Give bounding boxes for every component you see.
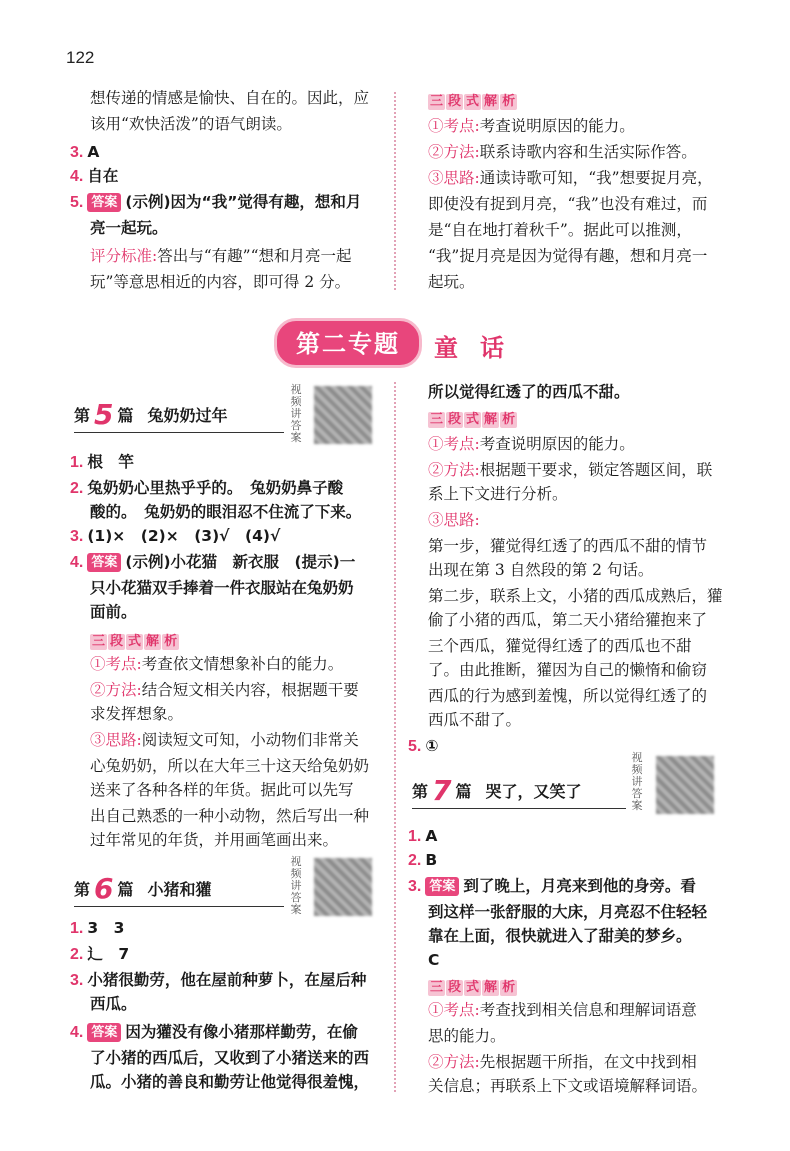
scoring-criteria: 评分标准:答出与“有趣”“想和月亮一起 (90, 247, 352, 265)
answer-5: 5. 答案 (示例)因为“我”觉得有趣，想和月 (70, 193, 362, 211)
text-line: 所以觉得红透了的西瓜不甜。 (428, 383, 630, 401)
passage-7-heading: 第 7 篇 哭了，又笑了 (412, 774, 582, 807)
analysis-thinking: ③思路: (428, 511, 480, 529)
qr-label: 视频讲答案 (631, 751, 643, 812)
answer-1: 1. 根 竿 (70, 453, 134, 471)
answer-tag: 答案 (87, 553, 121, 572)
text-line: 思的能力。 (428, 1027, 506, 1045)
answer-3: 3. 小猪很勤劳，他在屋前种萝卜，在屋后种 (70, 971, 367, 989)
analysis-point: ①考点:考查说明原因的能力。 (428, 435, 635, 453)
analysis-point: ①考点:考查依文情想象补白的能力。 (90, 655, 344, 673)
passage-5-heading: 第 5 篇 兔奶奶过年 (74, 398, 228, 431)
text-line: 心兔奶奶，所以在大年三十这天给兔奶奶 (90, 757, 370, 775)
text-line: 出现在第 3 自然段的第 2 句话。 (428, 561, 654, 579)
text-line: 该用“欢快活泼”的语气朗读。 (90, 115, 292, 133)
qr-label: 视频讲答案 (290, 383, 302, 444)
analysis-heading: 三 段 式 解 析 (430, 412, 516, 427)
text-line: 系上下文进行分析。 (428, 485, 568, 503)
column-divider-top (394, 92, 396, 290)
analysis-heading: 三 段 式 解 析 (430, 94, 516, 109)
passage-6-heading: 第 6 篇 小猪和獾 (74, 872, 212, 905)
left-column (64, 0, 386, 1151)
text-line: 出自己熟悉的一种小动物，然后写出一种 (90, 807, 370, 825)
text-line: 想传递的情感是愉快、自在的。因此，应 (90, 89, 370, 107)
text-line: 西瓜的行为感到羞愧，所以觉得红透了的 (428, 687, 708, 705)
analysis-point: ①考点:考查说明原因的能力。 (428, 117, 635, 135)
banner-pill-text: 第二专题 (296, 330, 400, 358)
analysis-point: ①考点:考查找到相关信息和理解词语意 (428, 1001, 697, 1019)
analysis-method: ②方法:根据题干要求，锁定答题区间，联 (428, 461, 713, 479)
answer-3: 3. 答案 到了晚上，月亮来到他的身旁。看 (408, 877, 696, 895)
text-line: 第一步，獾觉得红透了的西瓜不甜的情节 (428, 537, 708, 555)
text-line: 三个西瓜，獾觉得红透了的西瓜也不甜 (428, 637, 692, 655)
text-line: 关信息；再联系上下文或语境解释词语。 (428, 1077, 708, 1095)
text-line: 西瓜。 (90, 995, 137, 1013)
answer-4: 4. 答案 (示例)小花猫 新衣服 (提示)一 (70, 553, 356, 571)
analysis-heading: 三 段 式 解 析 (92, 634, 178, 649)
answer-4: 4. 答案 因为獾没有像小猪那样勤劳，在偷 (70, 1023, 358, 1041)
text-line: 了小猪的西瓜后，又收到了小猪送来的西 (90, 1049, 370, 1067)
answer-3: 3. (1)× (2)× (3)√ (4)√ (70, 527, 281, 545)
analysis-method: ②方法:结合短文相关内容，根据题干要 (90, 681, 359, 699)
banner-subject: 童话 (434, 334, 526, 362)
text-line: 到这样一张舒服的大床，月亮忍不住轻轻 (428, 903, 708, 921)
analysis-thinking: ③思路:阅读短文可知，小动物们非常关 (90, 731, 359, 749)
answer-tag: 答案 (87, 193, 121, 212)
text-line: 只小花猫双手捧着一件衣服站在兔奶奶 (90, 579, 354, 597)
answer-1: 1. A (408, 827, 438, 845)
qr-code-icon[interactable] (312, 384, 374, 446)
text-line: 偷了小猪的西瓜，第二天小猪给獾抱来了 (428, 611, 708, 629)
answer-tag: 答案 (425, 877, 459, 896)
text-line: C (428, 951, 440, 969)
qr-label: 视频讲答案 (290, 855, 302, 916)
analysis-method: ②方法:联系诗歌内容和生活实际作答。 (428, 143, 697, 161)
qr-code-icon[interactable] (312, 856, 374, 918)
qr-code-icon[interactable] (654, 754, 716, 816)
answer-2: 2. 兔奶奶心里热乎乎的。 兔奶奶鼻子酸 (70, 479, 344, 497)
text-line: “我”捉月亮是因为觉得有趣，想和月亮一 (428, 247, 708, 265)
text-line: 送来了各种各样的年货。据此可以先写 (90, 781, 354, 799)
text-line: 了。由此推断，獾因为自己的懒惰和偷窃 (428, 661, 708, 679)
heading-rule (74, 906, 284, 907)
answer-tag: 答案 (87, 1023, 121, 1042)
page-number: 122 (66, 48, 95, 67)
text-line: 亮一起玩。 (90, 219, 168, 237)
analysis-thinking: ③思路:通读诗歌可知，“我”想要捉月亮， (428, 169, 713, 187)
text-line: 即使没有捉到月亮，“我”也没有难过，而 (428, 195, 708, 213)
text-line: 玩”等意思相近的内容，即可得 2 分。 (90, 273, 351, 291)
right-column (408, 0, 724, 1151)
heading-rule (412, 808, 626, 809)
text-line: 面前。 (90, 603, 137, 621)
column-divider-bottom (394, 382, 396, 1092)
answer-1: 1. 3 3 (70, 919, 125, 937)
text-line: 过年常见的年货，并用画笔画出来。 (90, 831, 339, 849)
text-line: 靠在上面，很快就进入了甜美的梦乡。 (428, 927, 692, 945)
text-line: 是“自在地打着秋千”。据此可以推测， (428, 221, 692, 239)
text-line: 瓜。小猪的善良和勤劳让他觉得很羞愧， (90, 1073, 370, 1091)
text-line: 酸的。 兔奶奶的眼泪忍不住流了下来。 (90, 503, 362, 521)
answer-4: 4. 自在 (70, 167, 119, 185)
analysis-heading: 三 段 式 解 析 (430, 980, 516, 995)
answer-3: 3. A (70, 143, 100, 161)
heading-rule (74, 432, 284, 433)
text-line: 西瓜不甜了。 (428, 711, 522, 729)
text-line: 求发挥想象。 (90, 705, 184, 723)
answer-2: 2. B (408, 851, 438, 869)
analysis-method: ②方法:先根据题干所指，在文中找到相 (428, 1053, 697, 1071)
text-line: 第二步，联系上文，小猪的西瓜成熟后，獾 (428, 587, 723, 605)
text-line: 起玩。 (428, 273, 475, 291)
answer-2: 2. 辶 7 (70, 945, 130, 963)
answer-5: 5. ① (408, 737, 439, 755)
